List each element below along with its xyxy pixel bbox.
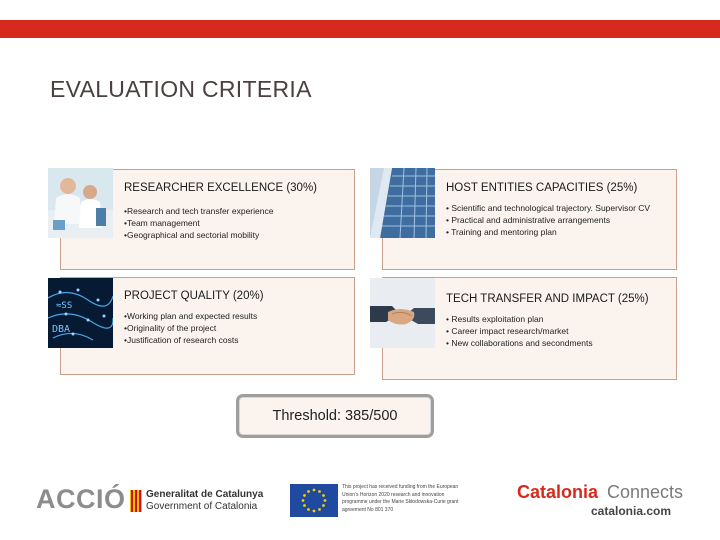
catalonia-word: Catalonia xyxy=(517,482,599,502)
svg-text:≈SS: ≈SS xyxy=(56,301,73,311)
dna-network-photo xyxy=(48,278,113,348)
generalitat-name: Generalitat de Catalunya xyxy=(146,489,264,500)
list-item: •Research and tech transfer experience xyxy=(124,206,274,216)
office-building-photo xyxy=(370,168,435,238)
generalitat-logo xyxy=(130,488,264,514)
eu-funding-line: programme under the Marie Skłodowska-Curie grant xyxy=(342,499,459,505)
eu-funding-line: agreement No 801 370 xyxy=(342,506,394,513)
criteria-list xyxy=(124,205,273,241)
accio-logo: ACCIÓ xyxy=(36,484,126,514)
list-item: • Scientific and technological trajectory. Supervisor CV xyxy=(446,203,651,213)
catalonia-connects-logo xyxy=(517,482,692,522)
list-item: •Originality of the project xyxy=(124,323,217,333)
eu-funding-statement xyxy=(342,484,458,514)
threshold-box xyxy=(236,394,434,438)
card-title: HOST ENTITIES CAPACITIES (25%) xyxy=(446,182,638,194)
list-item: • Career impact research/market xyxy=(446,326,569,336)
list-item: •Working plan and expected results xyxy=(124,311,258,321)
list-item: •Geographical and sectorial mobility xyxy=(124,230,260,240)
catalonia-domain: catalonia.com xyxy=(591,504,672,518)
list-item: •Justification of research costs xyxy=(124,335,239,345)
list-item: • Results exploitation plan xyxy=(446,314,544,324)
list-item: • Training and mentoring plan xyxy=(446,227,557,237)
criteria-list xyxy=(124,310,257,346)
card-title: RESEARCHER EXCELLENCE (30%) xyxy=(124,182,318,194)
eu-flag-icon xyxy=(290,484,338,517)
card-title: TECH TRANSFER AND IMPACT (25%) xyxy=(446,293,649,305)
list-item: • New collaborations and secondments xyxy=(446,338,593,348)
criteria-list xyxy=(446,313,593,349)
connects-word: Connects xyxy=(607,482,684,502)
criteria-list xyxy=(446,202,650,238)
card-title: PROJECT QUALITY (20%) xyxy=(124,290,264,302)
slide-title: EVALUATION CRITERIA xyxy=(50,76,312,102)
handshake-photo xyxy=(370,278,435,348)
eu-funding-line: Union's Horizon 2020 research and innovation xyxy=(342,491,445,498)
threshold-label: Threshold: 385/500 xyxy=(272,408,398,424)
eu-funding-line: This project has received funding from the European xyxy=(342,484,459,490)
svg-text:DBA: DBA xyxy=(52,324,71,335)
top-red-bar xyxy=(0,20,720,38)
list-item: • Practical and administrative arrangements xyxy=(446,215,611,225)
generalitat-english-name: Government of Catalonia xyxy=(146,501,258,512)
generalitat-emblem-icon xyxy=(130,490,142,512)
scientists-in-lab-photo xyxy=(48,168,113,238)
list-item: •Team management xyxy=(124,218,200,228)
